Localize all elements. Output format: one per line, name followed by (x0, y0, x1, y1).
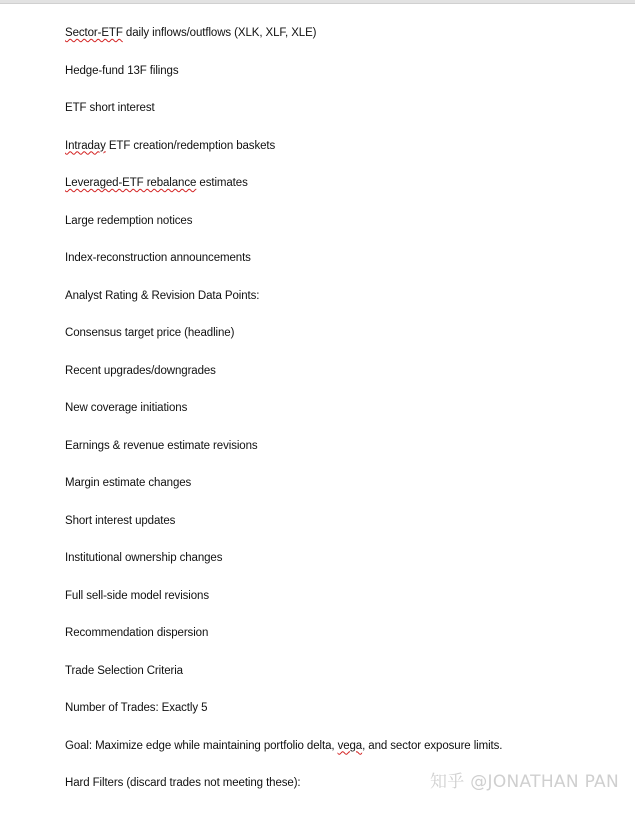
line-text: Full sell-side model revisions (65, 589, 209, 602)
document-line (65, 664, 502, 702)
line-text: Hedge-fund 13F filings (65, 64, 179, 77)
document-page (0, 4, 635, 806)
line-text: Number of Trades: Exactly 5 (65, 702, 208, 714)
line-text: Margin estimate changes (65, 477, 192, 489)
line-text: ETF short interest (65, 102, 155, 114)
line-text: Short interest updates (65, 514, 176, 527)
line-text: Trade Selection Criteria (65, 664, 183, 677)
spellcheck-flagged-text: Sector-ETF (65, 27, 123, 39)
document-line (65, 289, 502, 327)
document-text-lines (65, 26, 502, 814)
document-line (65, 101, 502, 139)
document-line (65, 626, 502, 664)
spellcheck-flagged-text: Leveraged-ETF rebalance (65, 177, 197, 189)
spellcheck-flagged-text: vega (337, 739, 363, 752)
watermark: 知乎 @JONATHAN PAN (429, 772, 619, 792)
line-text: Recent upgrades/downgrades (65, 364, 216, 377)
document-line (65, 26, 502, 64)
document-line (65, 701, 502, 739)
line-text: Earnings & revenue estimate revisions (65, 439, 258, 452)
line-text: Recommendation dispersion (65, 627, 209, 639)
document-line (65, 64, 502, 102)
line-text: , and sector exposure limits. (362, 739, 503, 752)
line-text: Goal: Maximize edge while maintaining portfolio delta, (65, 739, 338, 752)
line-text: Index-reconstruction announcements (65, 252, 251, 264)
document-line (65, 439, 502, 477)
document-line (65, 251, 502, 289)
document-line (65, 476, 502, 514)
document-line (65, 139, 502, 177)
line-text: Consensus target price (headline) (65, 327, 235, 339)
line-text: ETF creation/redemption baskets (105, 139, 276, 152)
document-line (65, 326, 502, 364)
line-text: estimates (196, 177, 248, 189)
document-line (65, 551, 502, 589)
document-line (65, 364, 502, 402)
document-line (65, 214, 502, 252)
document-line (65, 176, 502, 214)
line-text: New coverage initiations (65, 402, 188, 414)
document-line (65, 589, 502, 627)
line-text: daily inflows/outflows (XLK, XLF, XLE) (122, 27, 317, 39)
line-text: Analyst Rating & Revision Data Points: (65, 289, 260, 302)
spellcheck-flagged-text: Intraday (65, 139, 106, 152)
line-text: Large redemption notices (65, 214, 193, 227)
document-line (65, 514, 502, 552)
document-line (65, 401, 502, 439)
line-text: Institutional ownership changes (65, 552, 223, 564)
line-text: Hard Filters (discard trades not meeting these): (65, 777, 301, 789)
